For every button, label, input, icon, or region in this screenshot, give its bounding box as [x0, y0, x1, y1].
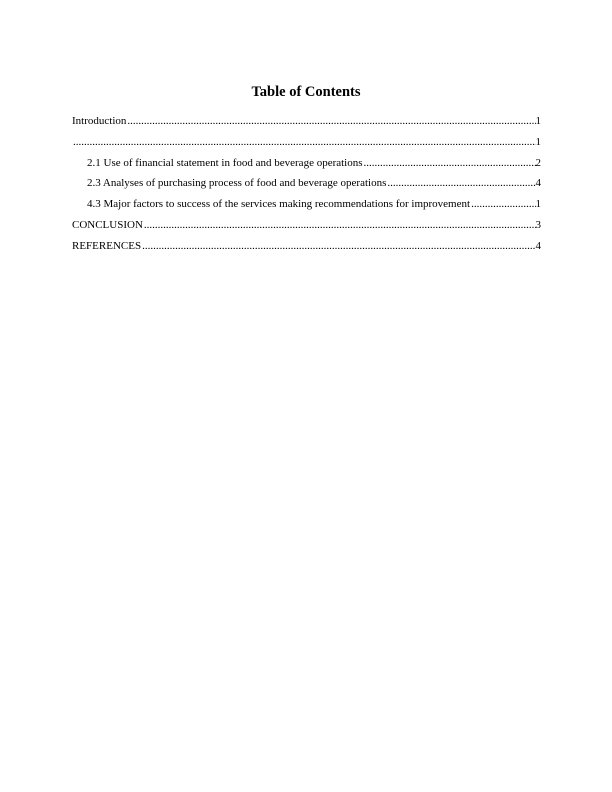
- toc-page-number: 3: [535, 218, 541, 231]
- toc-dot-leader: [127, 115, 535, 127]
- toc-entry-untitled[interactable]: [72, 136, 541, 157]
- toc-title: Table of Contents: [251, 84, 361, 100]
- toc-entry-text: 2.1 Use of financial statement in food and beverage operations: [87, 156, 363, 169]
- toc-page-number: 2: [535, 156, 541, 169]
- toc-page-number: 1: [535, 135, 541, 148]
- toc-page-number: 1: [535, 198, 541, 211]
- toc-dot-leader: [144, 219, 536, 231]
- toc-entry-financial-statement[interactable]: [72, 157, 541, 178]
- toc-dot-leader: [142, 240, 535, 252]
- toc-list: [72, 115, 541, 261]
- toc-entry-conclusion[interactable]: [72, 219, 541, 240]
- toc-entry-text: Introduction: [72, 115, 127, 127]
- toc-dot-leader: [471, 198, 535, 210]
- toc-entry-introduction[interactable]: [72, 115, 541, 136]
- toc-entry-text: REFERENCES: [72, 239, 142, 252]
- toc-dot-leader: [387, 177, 535, 189]
- toc-entry-major-factors[interactable]: [72, 198, 541, 219]
- toc-dot-leader: [364, 157, 536, 169]
- toc-page-number: 1: [535, 115, 541, 127]
- toc-page-number: 4: [535, 177, 541, 190]
- toc-entry-text: 4.3 Major factors to success of the services making recommendations for improvement: [87, 198, 471, 211]
- toc-page-number: 4: [535, 239, 541, 252]
- toc-entry-purchasing-process[interactable]: [72, 177, 541, 198]
- toc-entry-text: CONCLUSION: [72, 218, 143, 231]
- toc-dot-leader: [73, 136, 536, 148]
- toc-entry-text: 2.3 Analyses of purchasing process of food and beverage operations: [87, 177, 387, 190]
- toc-entry-references[interactable]: [72, 240, 541, 261]
